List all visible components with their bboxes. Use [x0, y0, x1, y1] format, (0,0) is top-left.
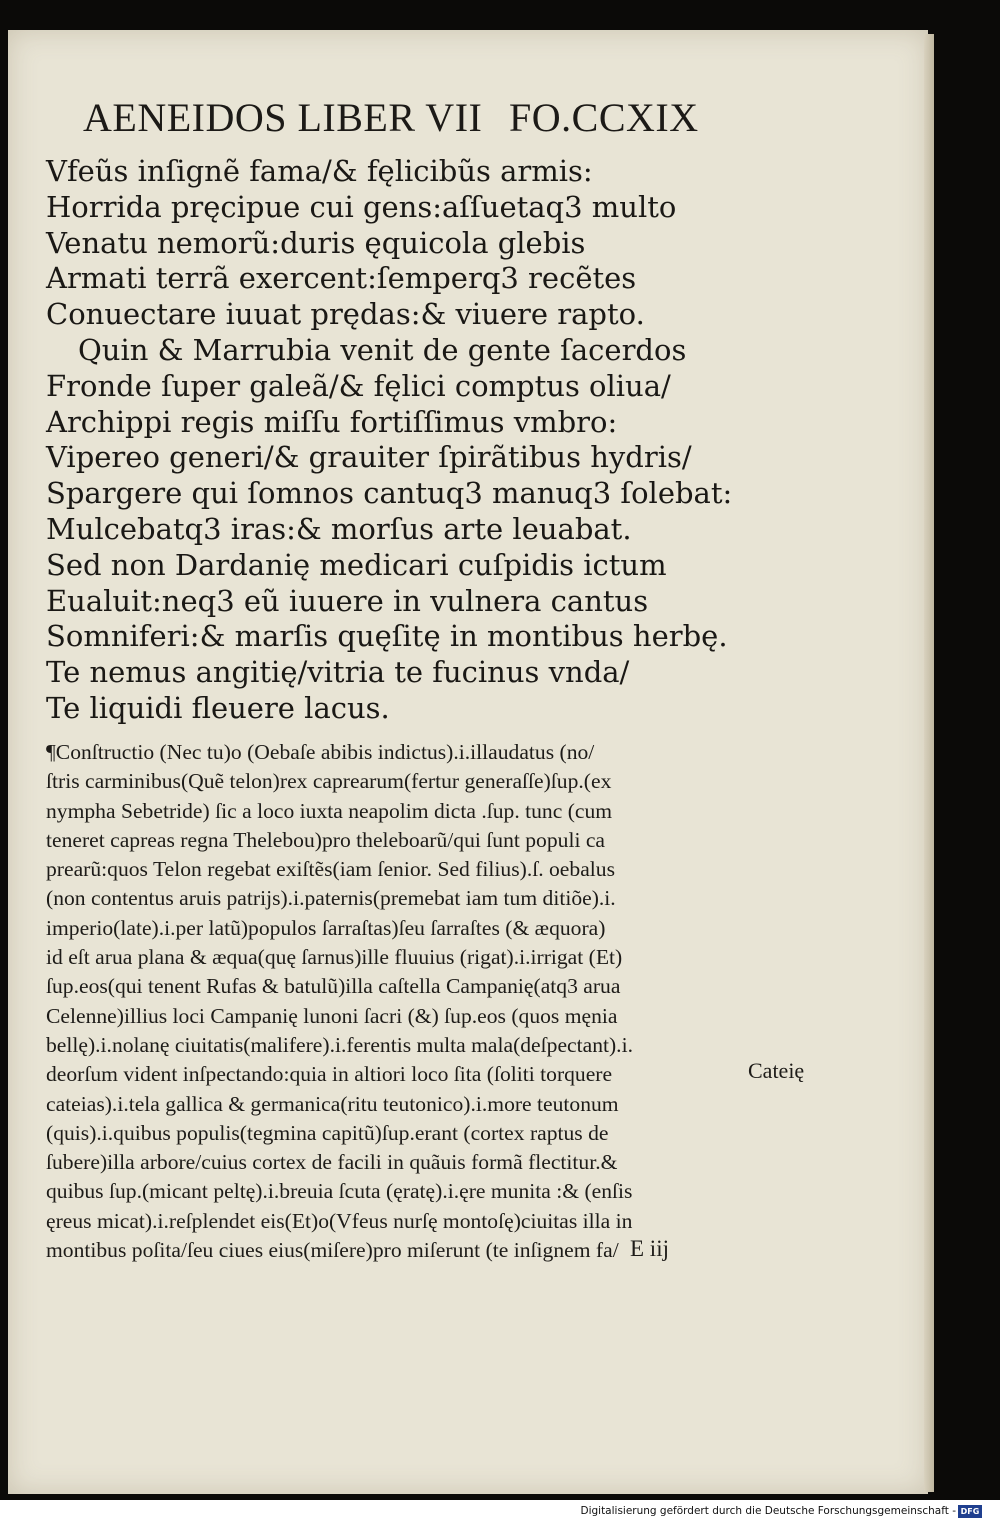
commentary-line: ſtris carminibus(Quẽ telon)rex caprearum(fertur generaſſe)ſup.(ex — [46, 769, 612, 794]
commentary-line: ęreus micat).i.reſplendet eis(Et)o(Vfeus nurſę montoſę)ciuitas illa in — [46, 1208, 633, 1233]
verse-text — [46, 154, 733, 727]
verse-line: Armati terrã exercent:ſemperq3 recẽtes — [46, 261, 637, 296]
commentary-line: imperio(late).i.per latũ)populos ſarraſtas)ſeu ſarraſtes (& æquora) — [46, 915, 606, 940]
commentary-line: (non contentus aruis patrijs).i.paternis(premebat iam tum ditiõe).i. — [46, 886, 616, 911]
verse-line: Horrida pręcipue cui gens:aſſuetaq3 multo — [46, 189, 677, 224]
commentary-line: teneret capreas regna Thelebou)pro theleboarũ/qui ſunt populi ca — [46, 827, 606, 852]
verse-line: Vfeũs inſignẽ fama/& fęlicibũs armis: — [46, 154, 593, 188]
commentary-line: ¶Conſtructio (Nec tu)o (Oebaſe abibis indictus).i.illaudatus (no/ — [46, 740, 595, 764]
commentary-text — [46, 738, 746, 1265]
folio-number: FO.CCXIX — [509, 95, 699, 140]
commentary-line: montibus poſita/ſeu ciues eius(miſere)pro miſerunt (te inſignem fa/ — [46, 1238, 619, 1263]
verse-line: Sed non Dardanię medicari cuſpidis ictum — [46, 547, 667, 582]
verse-line: Te nemus angitię/vitria te fucinus vnda/ — [46, 655, 630, 690]
funding-credit: Digitalisierung gefördert durch die Deutsche Forschungsgemeinschaft - — [580, 1505, 956, 1517]
verse-line: Archippi regis miſſu fortiſſimus vmbro: — [46, 404, 618, 439]
verse-line: Spargere qui ſomnos cantuq3 manuq3 ſolebat: — [46, 476, 733, 511]
verse-line: Venatu nemorũ:duris ęquicola glebis — [46, 225, 586, 260]
commentary-line: nympha Sebetride) ſic a loco iuxta neapolim dicta .ſup. tunc (cum — [46, 798, 613, 823]
verse-line: Eualuit:neq3 eũ iuuere in vulnera cantus — [46, 583, 649, 618]
dfg-logo: DFG — [958, 1505, 982, 1518]
verse-line: Somniferi:& marſis quęſitę in montibus herbę. — [46, 619, 728, 654]
page-edge — [924, 34, 934, 1492]
commentary-line: deorſum vident inſpectando:quia in altiori loco ſita (ſoliti torquere — [46, 1062, 613, 1087]
verse-line: Conuectare iuuat prędas:& viuere rapto. — [46, 297, 645, 332]
header-title: AENEIDOS LIBER VII — [83, 95, 483, 140]
running-header — [83, 94, 723, 138]
marginal-note: Cateię — [748, 1058, 805, 1083]
commentary-line: bellę).i.nolanę ciuitatis(malifere).i.ferentis multa mala(deſpectant).i. — [46, 1032, 633, 1057]
commentary-line: ſup.eos(qui tenent Rufas & batulũ)illa caſtella Campanię(atq3 arua — [46, 974, 621, 999]
verse-line: Mulcebatq3 iras:& morſus arte leuabat. — [46, 511, 632, 546]
verse-line: Fronde ſuper galeã/& fęlici comptus oliua/ — [46, 368, 671, 403]
signature-mark: E iij — [630, 1236, 669, 1261]
footer-bar — [0, 1500, 1000, 1524]
commentary-line: Celenne)illius loci Campanię lunoni ſacri (&) ſup.eos (quos męnia — [46, 1003, 618, 1028]
commentary-line: id eſt arua plana & æqua(quę ſarnus)ille fluuius (rigat).i.irrigat (Et) — [46, 945, 623, 970]
verse-line: Vipereo generi/& grauiter ſpirãtibus hydris/ — [46, 440, 692, 475]
verse-line: Te liquidi fleuere lacus. — [46, 690, 390, 725]
commentary-line: (quis).i.quibus populis(tegmina capitũ)ſup.erant (cortex raptus de — [46, 1120, 609, 1145]
commentary-line: ſubere)illa arbore/cuius cortex de facili in quãuis formã flectitur.& — [46, 1150, 618, 1175]
commentary-line: cateias).i.tela gallica & germanica(ritu teutonico).i.more teutonum — [46, 1091, 619, 1116]
verse-line: Quin & Marrubia venit de gente ſacerdos — [78, 332, 687, 367]
commentary-line: prearũ:quos Telon regebat exiſtẽs(iam ſenior. Sed filius).ſ. oebalus — [46, 857, 615, 882]
commentary-line: quibus ſup.(micant peltę).i.breuia ſcuta (ęratę).i.ęre munita :& (enſis — [46, 1179, 633, 1204]
